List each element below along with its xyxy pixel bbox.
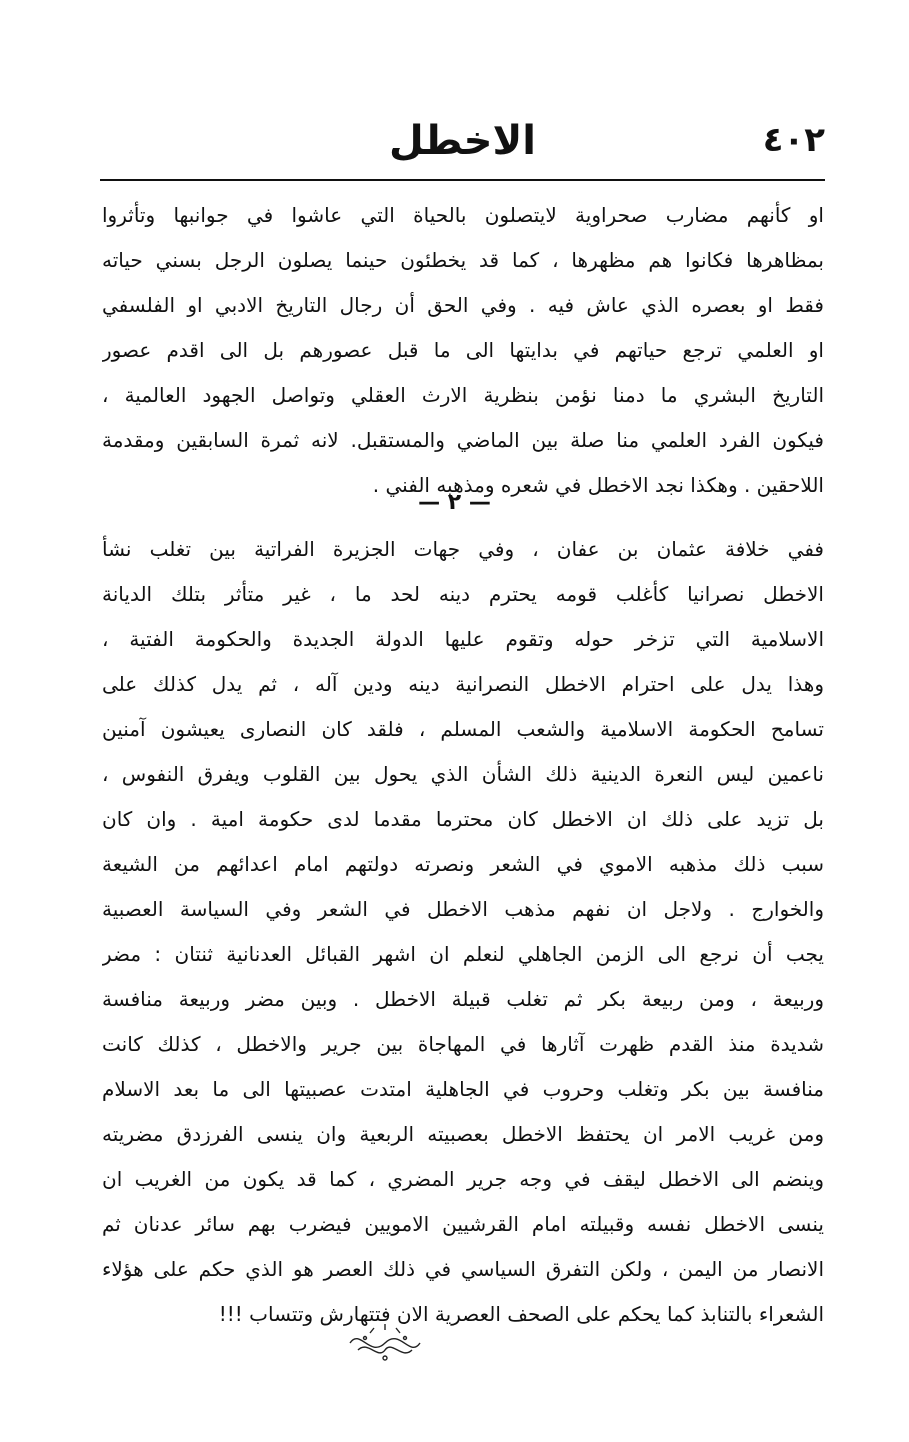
text-line: فيكون الفرد العلمي منا صلة بين الماضي والمستقبل. لانه ثمرة السابقين ومقدمة: [102, 428, 824, 452]
text-line: بل تزيد على ذلك ان الاخطل كان محترما مقدما لدى حكومة امية . وان كان: [102, 807, 824, 831]
text-line: وهذا يدل على احترام الاخطل النصرانية دينه ودين آله ، ثم يدل كذلك على: [102, 672, 824, 696]
text-line: وربيعة ، ومن ربيعة بكر ثم تغلب قبيلة الاخطل . وبين مضر وربيعة منافسة: [102, 987, 824, 1011]
text-line: الشعراء بالتنابذ كما يحكم على الصحف العصرية الان فتتهارش وتتساب !!!: [218, 1302, 824, 1326]
text-line: الانصار من اليمن ، ولكن التفرق السياسي في ذلك العصر هو الذي حكم على هؤلاء: [102, 1257, 824, 1281]
text-line: او كأنهم مضارب صحراوية لايتصلون بالحياة التي عاشوا في جوانبها وتأثروا: [102, 203, 824, 227]
text-line: يجب أن نرجع الى الزمن الجاهلي لنعلم ان اشهر القبائل العدنانية ثنتان : مضر: [102, 942, 824, 966]
running-title: الاخطل: [389, 118, 536, 164]
text-line: ينسى الاخطل نفسه وقبيلته امام القرشيين الامويين فيضرب بهم سائر عدنان ثم: [102, 1212, 824, 1236]
text-line: الاخطل نصرانيا كأغلب قومه يحترم دينه لحد ما ، غير متأثر بتلك الديانة: [102, 582, 824, 606]
page-header: [100, 118, 825, 178]
text-line: منافسة بين بكر وتغلب وحروب في الجاهلية امتدت عصبيتها الى ما بعد الاسلام: [102, 1077, 824, 1101]
text-line: الاسلامية التي تزخر حوله وتقوم عليها الدولة الجديدة والحكومة الفتية ،: [102, 627, 824, 651]
paragraph-2: [102, 527, 824, 1337]
text-line: التاريخ البشري ما دمنا نؤمن بنظرية الارث العقلي وتواصل الجهود العالمية ،: [102, 383, 824, 407]
text-line: وينضم الى الاخطل ليقف في وجه جرير المضري ، كما قد يكون من الغريب ان: [102, 1167, 824, 1191]
text-line: والخوارج . ولاجل ان نفهم مذهب الاخطل في الشعر وفي السياسة العصبية: [102, 897, 824, 921]
text-line: ناعمين ليس النعرة الدينية ذلك الشأن الذي يحول بين القلوب ويفرق النفوس ،: [102, 762, 824, 786]
text-line: بمظاهرها فكانوا هم مظهرها ، كما قد يخطئون حينما يصلون الرجل بسني حياته: [102, 248, 824, 272]
text-line: تسامح الحكومة الاسلامية والشعب المسلم ، فلقد كان النصارى يعيشون آمنين: [102, 717, 824, 741]
text-line: اللاحقين . وهكذا نجد الاخطل في شعره ومذهبه الفني .: [372, 473, 824, 497]
text-line: او العلمي ترجع حياتهم في بدايتها الى ما قبل عصورهم بل الى اقدم عصور: [102, 338, 824, 362]
page-number: ٤٠٢: [762, 120, 825, 160]
text-line: فقط او بعصره الذي عاش فيه . وفي الحق أن رجال التاريخ الادبي او الفلسفي: [102, 293, 824, 317]
section-marker: — ٢ —: [418, 490, 491, 515]
paragraph-1: [102, 193, 824, 508]
header-rule: [100, 179, 825, 181]
text-line: ففي خلافة عثمان بن عفان ، وفي جهات الجزيرة الفراتية بين تغلب نشأ: [102, 537, 824, 561]
text-line: ومن غريب الامر ان يحتفظ الاخطل بعصبيته الربعية وان ينسى الفرزدق مضريته: [102, 1122, 824, 1146]
end-ornament-icon: [340, 1318, 430, 1368]
text-line: سبب ذلك مذهبه الاموي في الشعر ونصرته دولتهم امام اعدائهم من الشيعة: [102, 852, 824, 876]
text-line: شديدة منذ القدم ظهرت آثارها في المهاجاة بين جرير والاخطل ، كذلك كانت: [102, 1032, 824, 1056]
